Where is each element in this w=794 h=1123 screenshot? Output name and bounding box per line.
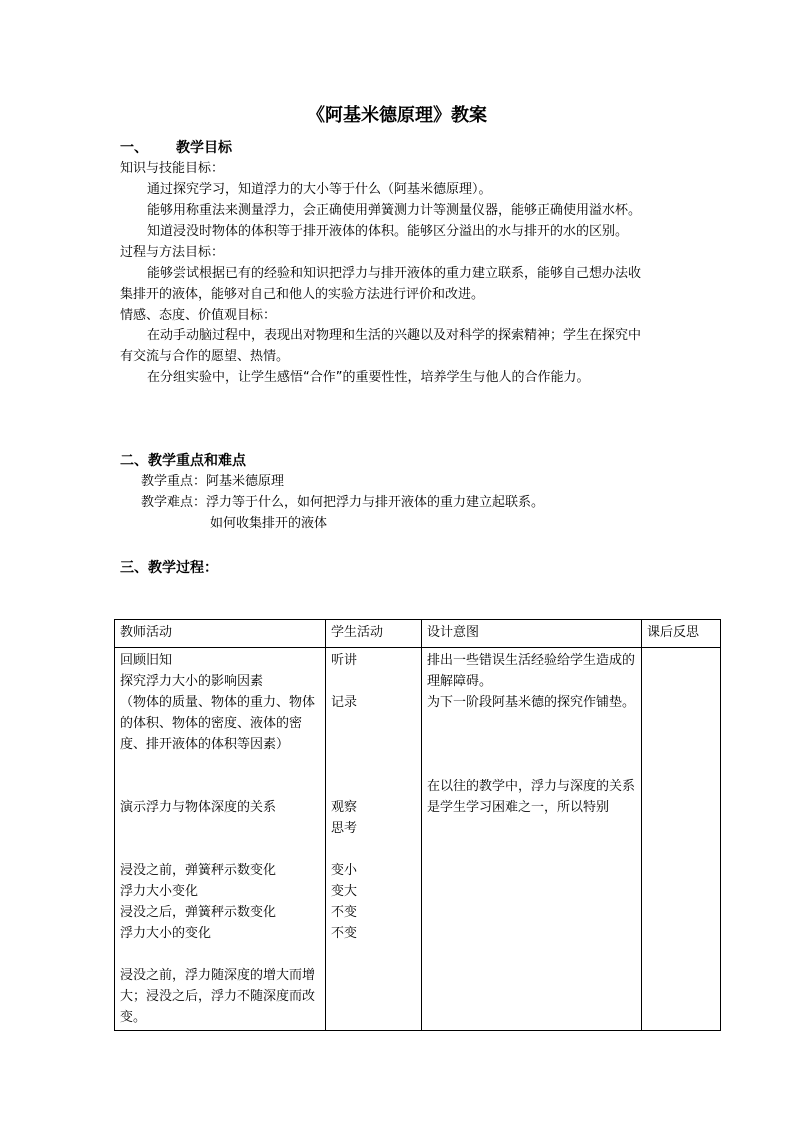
- teacher-activity-cell: [115, 648, 326, 1031]
- table-row: [115, 648, 721, 1031]
- student-line: 不变: [331, 926, 358, 941]
- page-title: 《阿基米德原理》教案: [307, 105, 487, 126]
- knowledge-item: 知道浸没时物体的体积等于排开液体的体积。能够区分溢出的水与排开的水的区别。: [147, 224, 629, 239]
- teacher-line: 浮力大小变化: [120, 884, 199, 899]
- process-line: 能够尝试根据已有的经验和知识把浮力与排开液体的重力建立联系，能够自己想办法收: [147, 266, 642, 281]
- header-reflection: 课后反思: [642, 620, 721, 648]
- teacher-line: 浸没之后，弹簧秤示数变化: [120, 905, 277, 920]
- knowledge-label: 知识与技能目标：: [120, 161, 225, 176]
- design-intent-cell: [422, 648, 642, 1031]
- student-line: 不变: [331, 905, 358, 920]
- process-label: 过程与方法目标：: [120, 245, 225, 260]
- process-line: 集排开的液体，能够对自己和他人的实验方法进行评价和改进。: [120, 287, 485, 302]
- teacher-demo: 演示浮力与物体深度的关系: [120, 800, 277, 815]
- header-design-intent: 设计意图: [422, 620, 642, 648]
- student-line: 听讲: [331, 653, 358, 668]
- student-line: 观察: [331, 800, 358, 815]
- student-line: 变小: [331, 863, 358, 878]
- knowledge-item: 能够用称重法来测量浮力，会正确使用弹簧测力计等测量仪器，能够正确使用溢水杯。: [147, 203, 642, 218]
- reflection-cell: [642, 648, 721, 1031]
- design-line: 为下一阶段阿基米德的探究作铺垫。: [427, 695, 636, 710]
- student-line: 思考: [331, 821, 358, 836]
- emotion-line: 在分组实验中，让学生感悟“合作”的重要性性，培养学生与他人的合作能力。: [147, 370, 590, 385]
- design-line: 在以往的教学中，浮力与深度的关系是学生学习困难之一，所以特别: [427, 779, 636, 815]
- section1-title: 教学目标: [176, 140, 232, 156]
- header-student-activity: 学生活动: [326, 620, 422, 648]
- difficulty-continued: 如何收集排开的液体: [210, 516, 328, 531]
- design-line: 排出一些错误生活经验给学生造成的理解障碍。: [427, 653, 636, 689]
- teaching-process-table: [114, 619, 721, 1031]
- teacher-line: 浮力大小的变化: [120, 926, 212, 941]
- teacher-line: 探究浮力大小的影响因素: [120, 674, 264, 689]
- teacher-conclusion: 浸没之前，浮力随深度的增大而增大；浸没之后，浮力不随深度而改变。: [120, 968, 316, 1025]
- section1-heading: [120, 138, 232, 158]
- knowledge-item: 通过探究学习，知道浮力的大小等于什么（阿基米德原理）。: [147, 182, 492, 197]
- emotion-line: 有交流与合作的愿望、热情。: [120, 349, 290, 364]
- difficulty: 教学难点：浮力等于什么，如何把浮力与排开液体的重力建立起联系。: [141, 495, 545, 510]
- student-activity-cell: [326, 648, 422, 1031]
- teacher-factors: （物体的质量、物体的重力、物体的体积、物体的密度、液体的密度、排开液体的体积等因素）: [120, 695, 316, 752]
- emotion-line: 在动手动脑过程中，表现出对物理和生活的兴趣以及对科学的探索精神；学生在探究中: [147, 328, 642, 343]
- teacher-line: 浸没之前，弹簧秤示数变化: [120, 863, 277, 878]
- section1-number: 一、: [120, 140, 148, 156]
- student-line: 记录: [331, 695, 358, 710]
- section2-heading: 二、教学重点和难点: [120, 453, 246, 469]
- teacher-line: 回顾旧知: [120, 653, 173, 668]
- header-teacher-activity: 教师活动: [115, 620, 326, 648]
- key-point: 教学重点：阿基米德原理: [141, 474, 285, 489]
- section3-heading: 三、教学过程：: [120, 560, 218, 576]
- emotion-label: 情感、态度、价值观目标：: [120, 308, 277, 323]
- table-header-row: [115, 620, 721, 648]
- student-line: 变大: [331, 884, 358, 899]
